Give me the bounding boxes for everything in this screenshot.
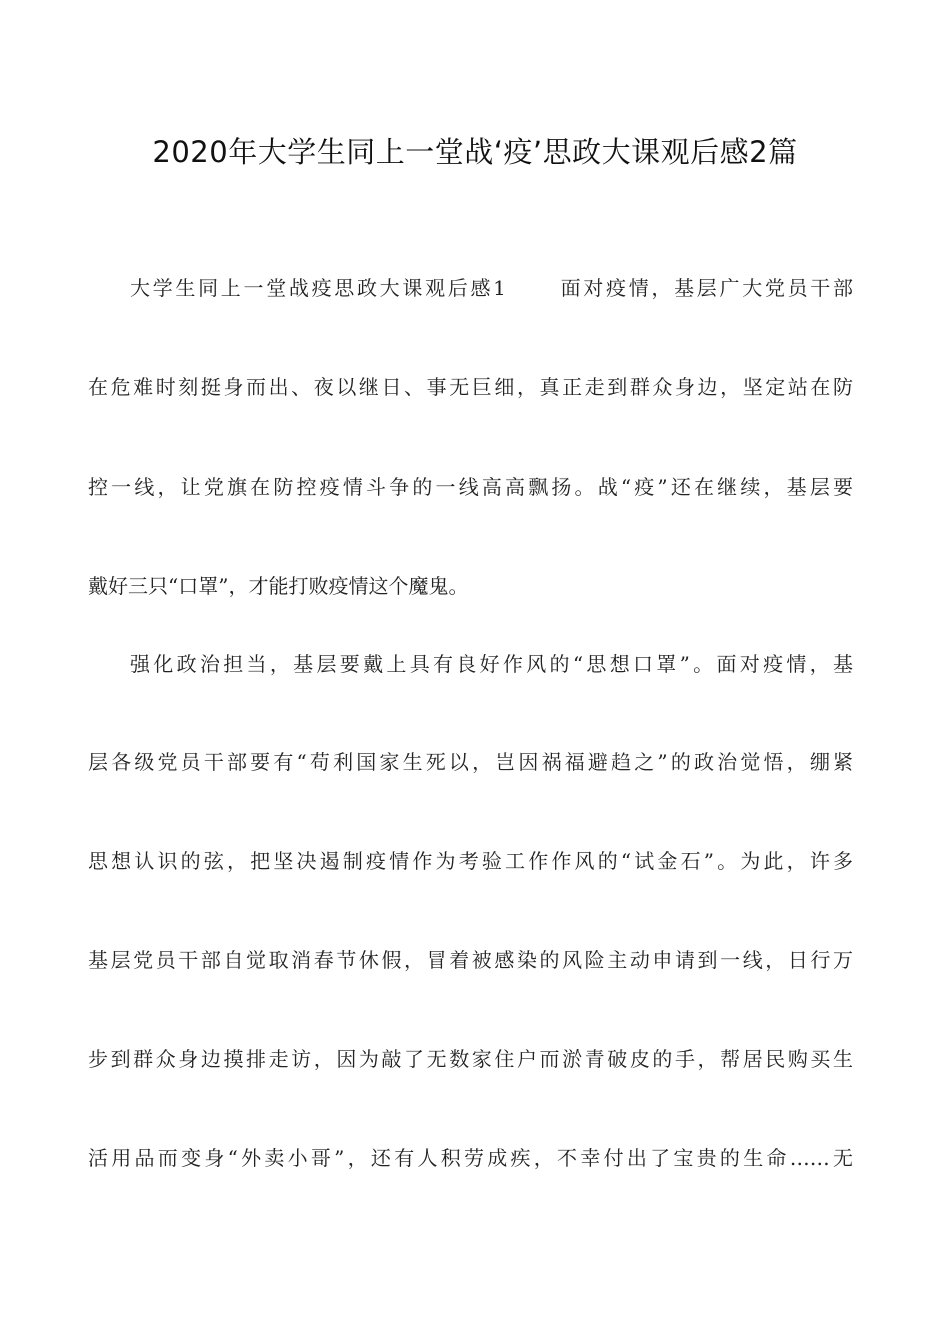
paragraph-line: 步到群众身边摸排走访，因为敲了无数家住户而淤青破皮的手，帮居民购买生 bbox=[88, 1047, 853, 1071]
paragraph-line bbox=[130, 273, 853, 303]
section-heading: 大学生同上一堂战疫思政大课观后感1 bbox=[130, 276, 506, 300]
paragraph-line: 思想认识的弦，把坚决遏制疫情作为考验工作作风的“试金石”。为此，许多 bbox=[88, 849, 853, 873]
paragraph-line: 在危难时刻挺身而出、夜以继日、事无巨细，真正走到群众身边，坚定站在防 bbox=[88, 375, 853, 399]
paragraph-line: 活用品而变身“外卖小哥”，还有人积劳成疾，不幸付出了宝贵的生命……无 bbox=[88, 1146, 853, 1170]
paragraph-line: 戴好三只“口罩”，才能打败疫情这个魔鬼。 bbox=[88, 574, 469, 598]
paragraph-text: 面对疫情，基层广大党员干部 bbox=[557, 276, 853, 300]
document-title: 2020年大学生同上一堂战‘疫’思政大课观后感2篇 bbox=[152, 135, 798, 169]
paragraph-line: 强化政治担当，基层要戴上具有良好作风的“思想口罩”。面对疫情，基 bbox=[130, 652, 853, 676]
paragraph-line: 控一线，让党旗在防控疫情斗争的一线高高飘扬。战“疫”还在继续，基层要 bbox=[88, 475, 853, 499]
paragraph-line: 层各级党员干部要有“苟利国家生死以，岂因祸福避趋之”的政治觉悟，绷紧 bbox=[88, 750, 853, 774]
paragraph-line: 基层党员干部自觉取消春节休假，冒着被感染的风险主动申请到一线，日行万 bbox=[88, 948, 853, 972]
